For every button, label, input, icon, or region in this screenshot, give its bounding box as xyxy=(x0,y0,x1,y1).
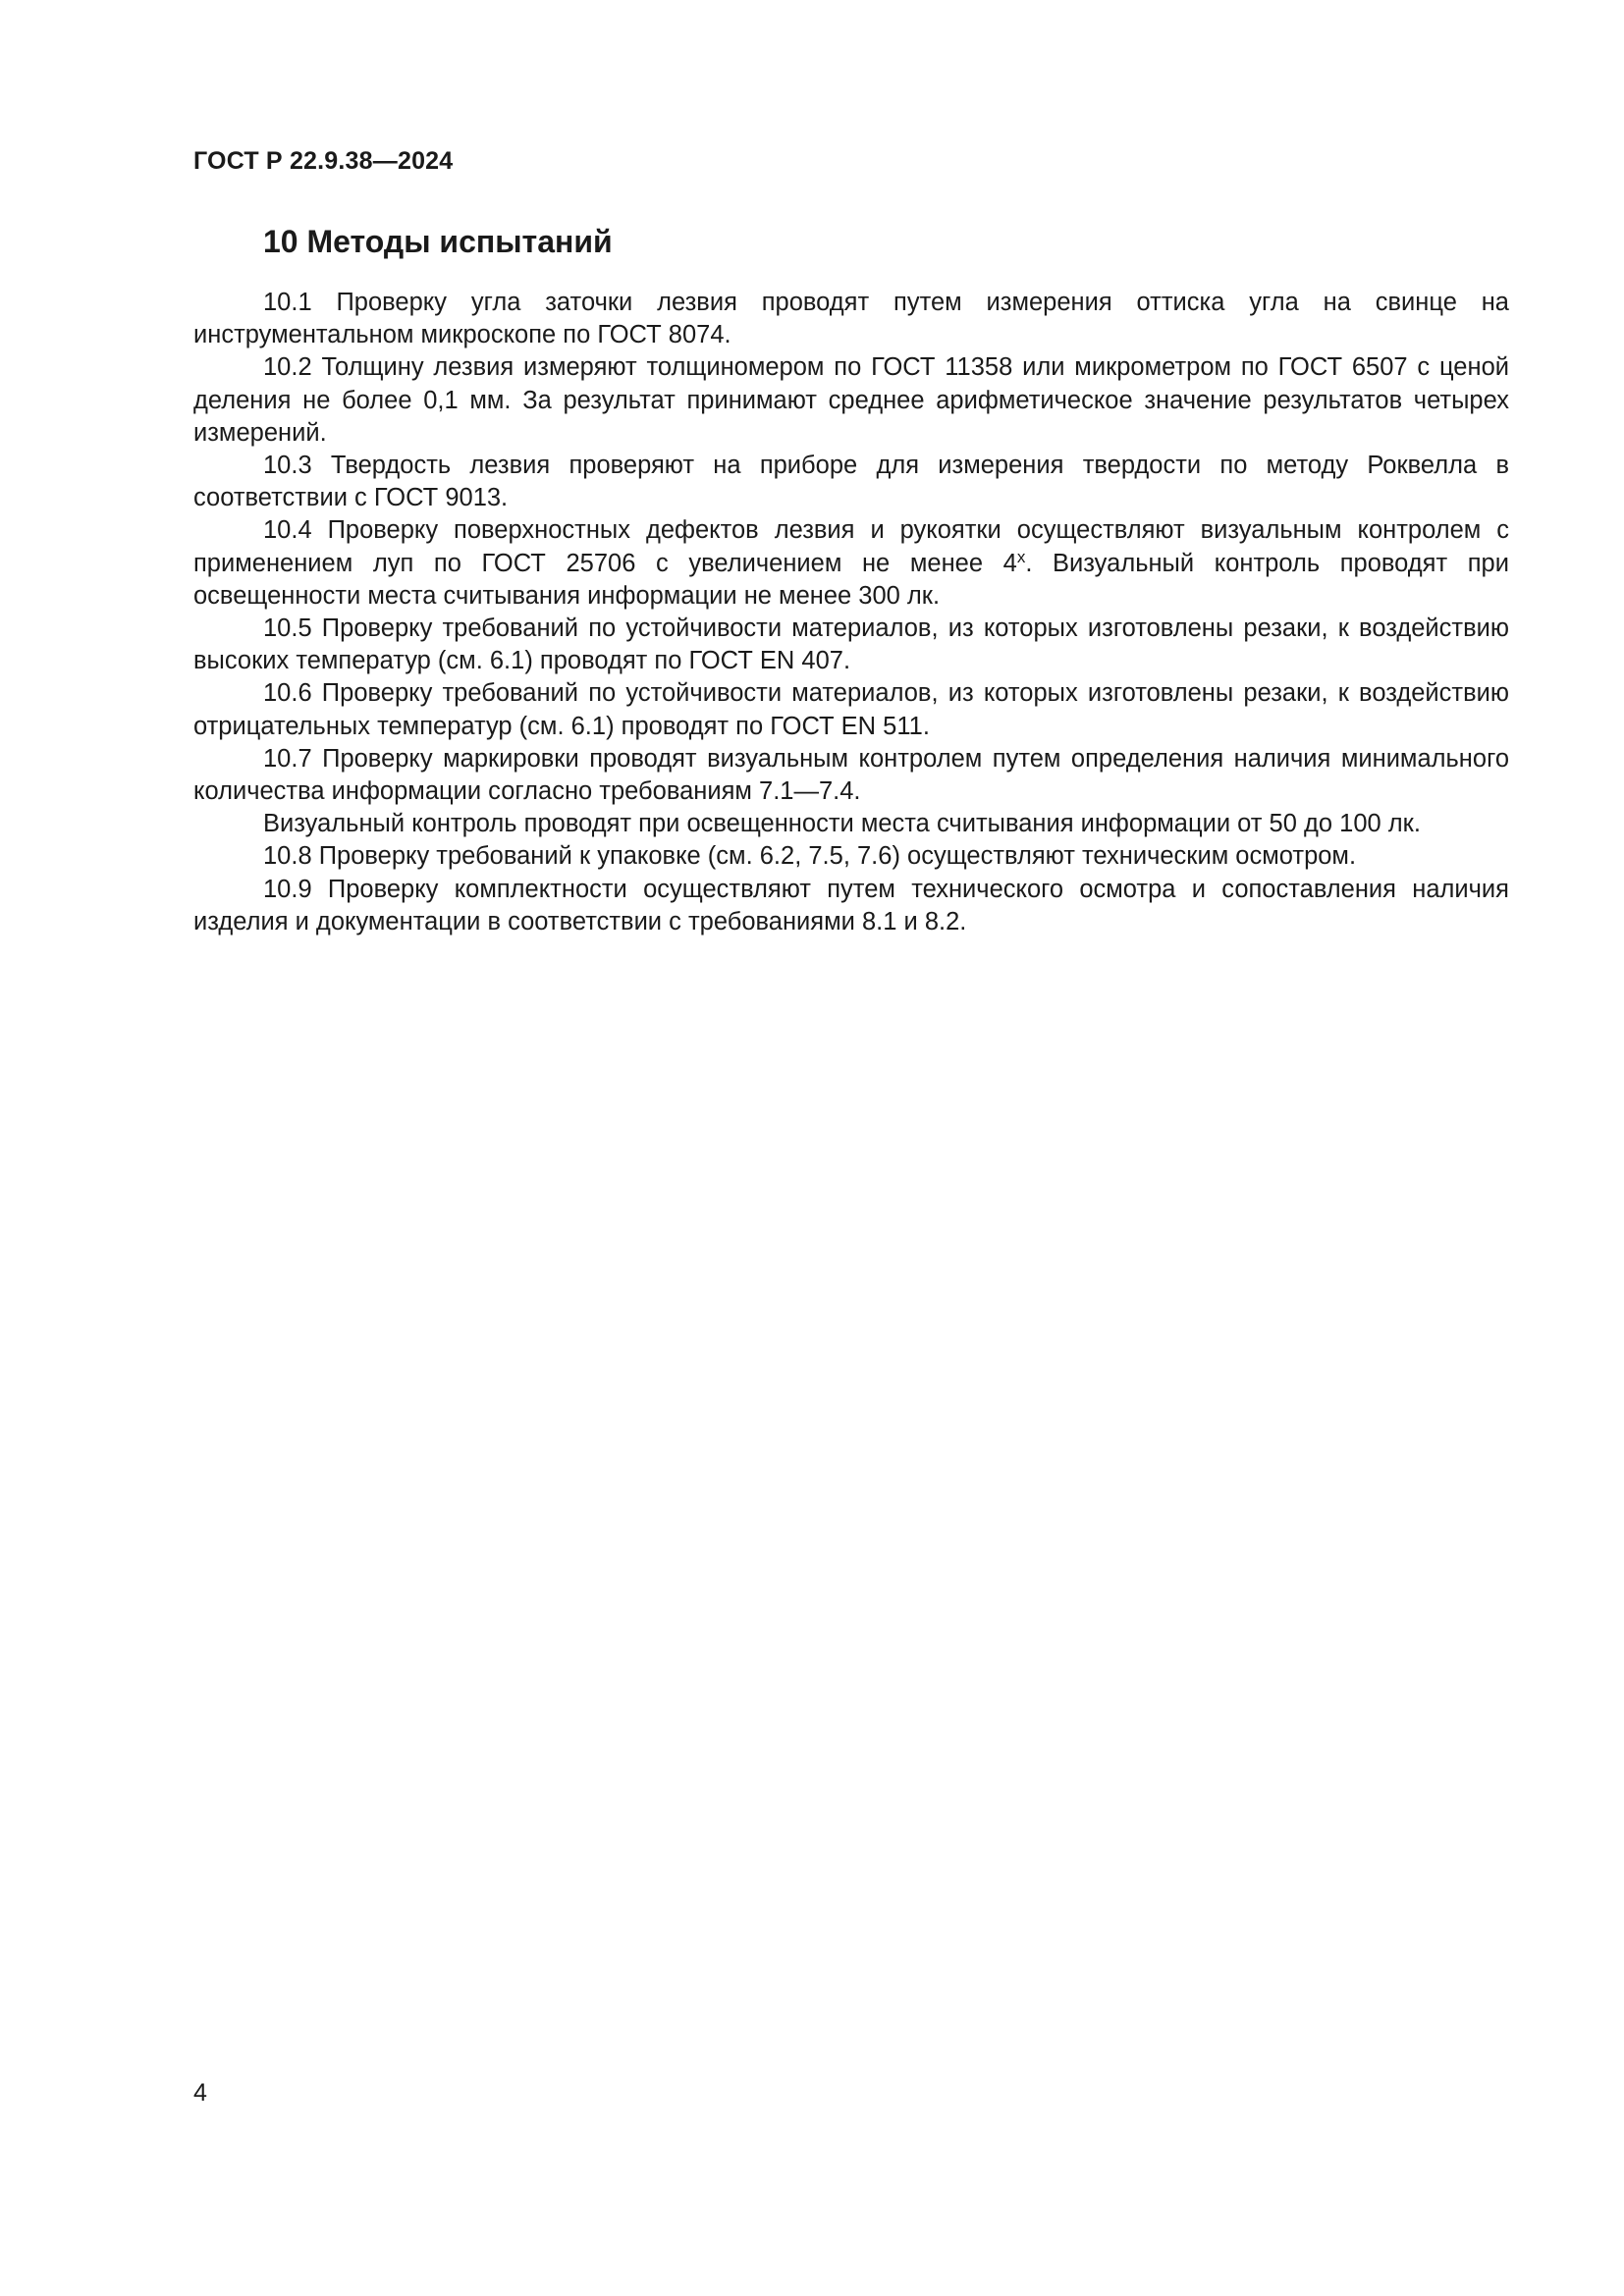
paragraph-10-9: 10.9 Проверку комплектности осуществляют путем технического осмотра и сопоставления наличия изделия и документации в соответствии с требованиями 8.1 и 8.2. xyxy=(193,875,1509,935)
paragraph-10-5: 10.5 Проверку требований по устойчивости материалов, из которых изготовлены резаки, к воздействию высоких температур (см. 6.1) проводят по ГОСТ EN 407. xyxy=(193,614,1509,675)
paragraph-10-6: 10.6 Проверку требований по устойчивости материалов, из которых изготовлены резаки, к воздействию отрицательных температур (см. 6.1) проводят по ГОСТ EN 511. xyxy=(193,679,1509,740)
magnification-superscript: x xyxy=(1016,547,1026,566)
paragraph-10-4-start: 10.4 Проверку поверхностных дефектов лезвия и рукоятки осуществляют визуальным контролем с применением луп по ГОСТ 25706 с увеличением не менее 4 xyxy=(193,516,1509,577)
paragraph-10-3: 10.3 Твердость лезвия проверяют на приборе для измерения твердости по методу Роквелла в соответствии с ГОСТ 9013. xyxy=(193,452,1509,512)
section-body xyxy=(193,287,1509,938)
paragraph-10-7-note: Визуальный контроль проводят при освещенности места считывания информации от 50 до 100 лк. xyxy=(263,810,1421,838)
page-number: 4 xyxy=(193,2079,207,2107)
section-title: 10 Методы испытаний xyxy=(263,224,613,259)
document-code: ГОСТ Р 22.9.38—2024 xyxy=(193,147,454,175)
paragraph-10-1: 10.1 Проверку угла заточки лезвия проводят путем измерения оттиска угла на свинце на инструментальном микроскопе по ГОСТ 8074. xyxy=(193,289,1509,349)
paragraph-10-2: 10.2 Толщину лезвия измеряют толщиномером по ГОСТ 11358 или микрометром по ГОСТ 6507 с ценой деления не более 0,1 мм. За результат принимают среднее арифметическое значение результатов четырех измерений. xyxy=(193,353,1509,447)
paragraph-10-4-end: . Визуальный контроль проводят при освещенности места считывания информации не менее 300 лк. xyxy=(193,549,1509,610)
paragraph-10-8: 10.8 Проверку требований к упаковке (см. 6.2, 7.5, 7.6) осуществляют техническим осмотром. xyxy=(263,842,1357,871)
paragraph-10-4 xyxy=(193,514,1509,613)
paragraph-10-7: 10.7 Проверку маркировки проводят визуальным контролем путем определения наличия минимального количества информации согласно требованиям 7.1—7.4. xyxy=(193,744,1509,806)
